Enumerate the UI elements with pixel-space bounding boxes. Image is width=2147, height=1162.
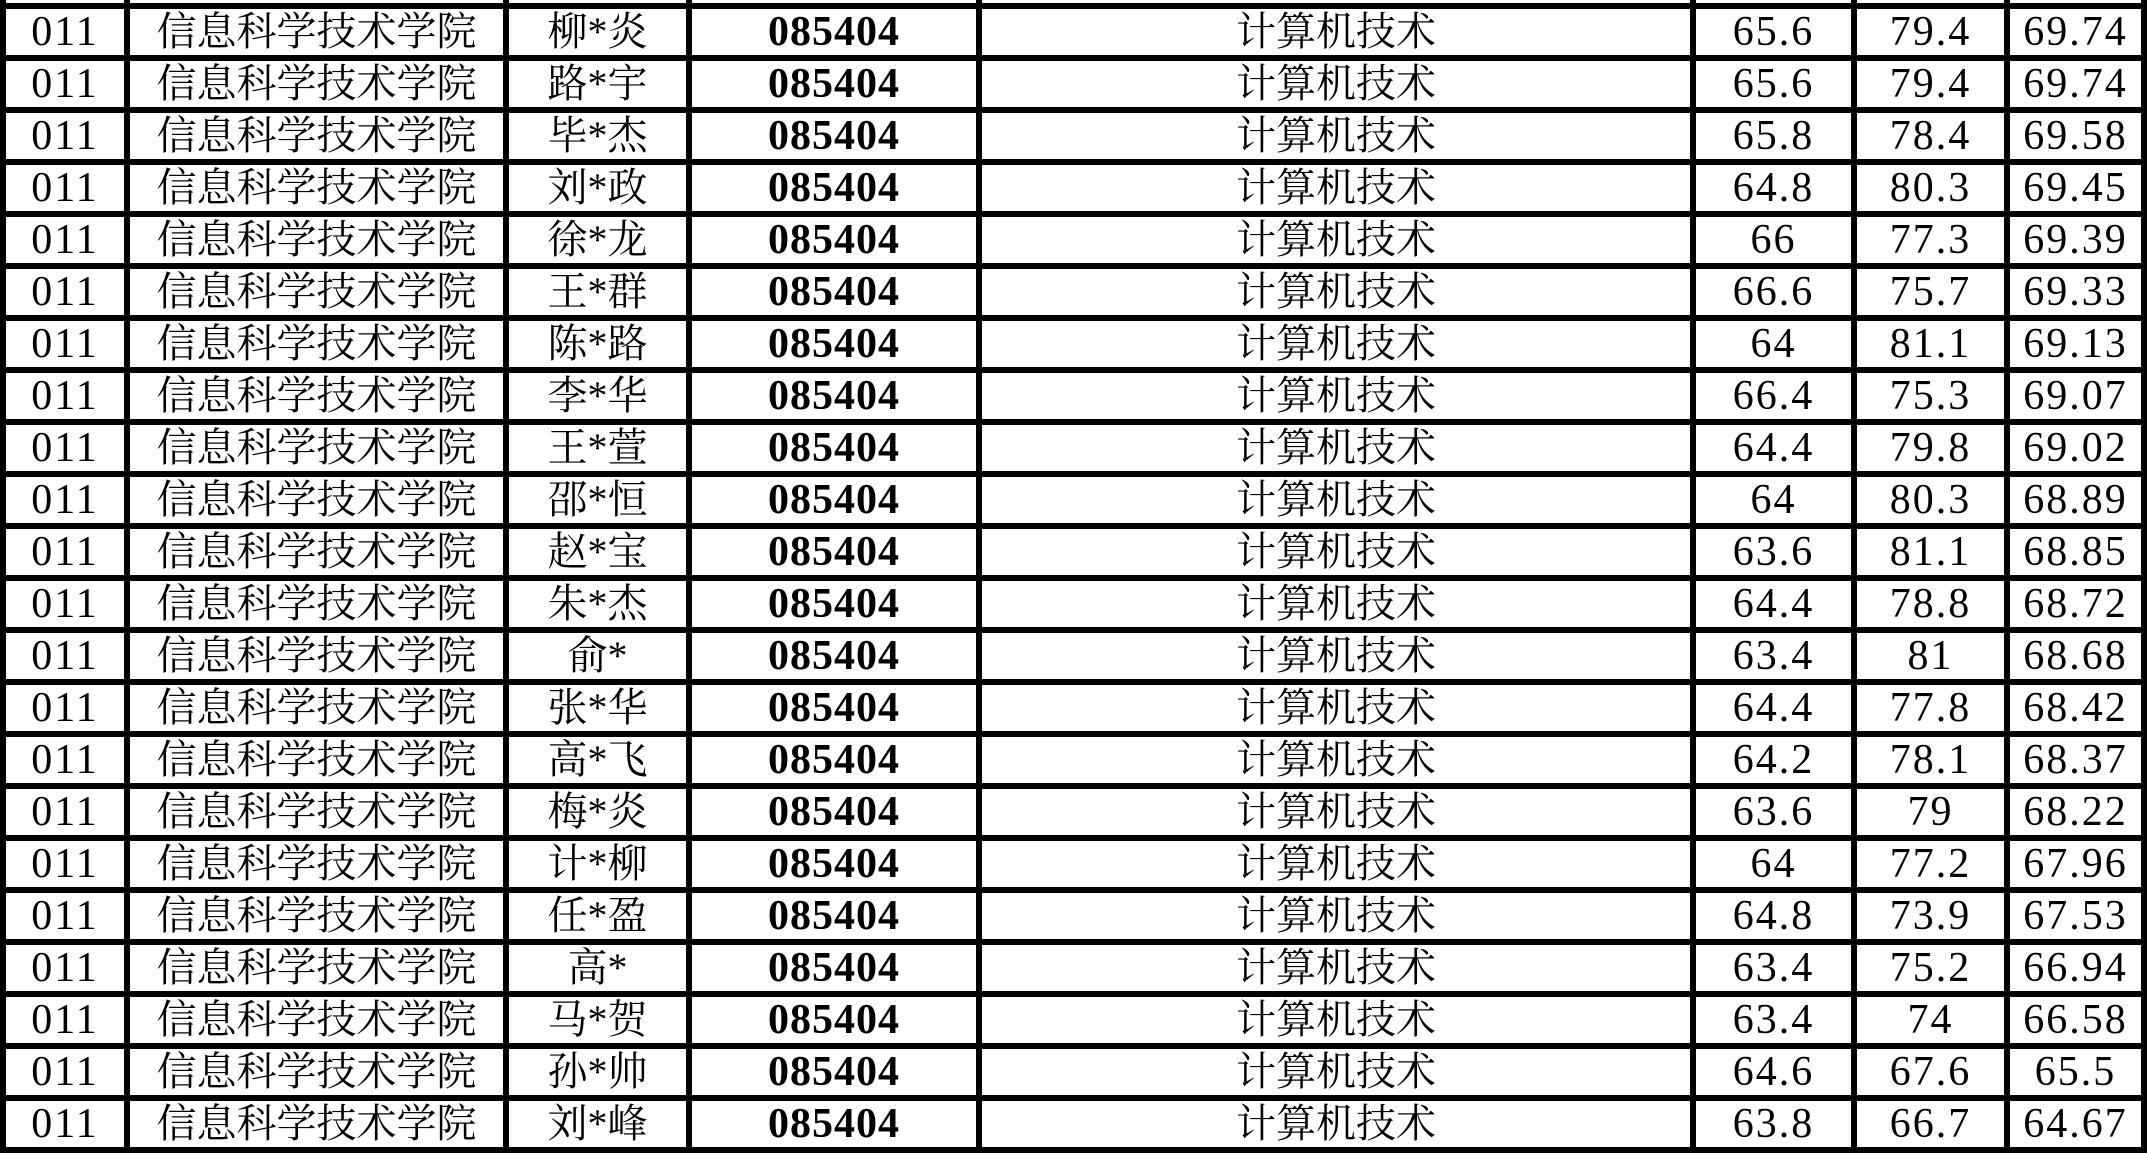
table-row — [6, 1101, 2141, 1147]
clipped-row-above — [6, 0, 2141, 3]
cell-score-3: 69.74 — [2010, 9, 2141, 55]
cell-major: 计算机技术 — [982, 113, 1690, 159]
cell-major: 计算机技术 — [982, 9, 1690, 55]
cell-major: 计算机技术 — [982, 61, 1690, 107]
cell-college: 信息科学技术学院 — [130, 633, 503, 679]
cell-score-2: 79 — [1857, 789, 2004, 835]
cell-student-name: 柳*炎 — [509, 9, 686, 55]
cell-college: 信息科学技术学院 — [130, 685, 503, 731]
clipped-cell — [1696, 0, 1851, 3]
cell-score-3: 68.68 — [2010, 633, 2141, 679]
table-row — [6, 425, 2141, 471]
cell-student-name: 李*华 — [509, 373, 686, 419]
cell-student-name: 梅*炎 — [509, 789, 686, 835]
cell-major: 计算机技术 — [982, 945, 1690, 991]
cell-dept-code: 011 — [6, 425, 124, 471]
cell-score-1: 66.6 — [1696, 269, 1851, 315]
cell-college: 信息科学技术学院 — [130, 1101, 503, 1147]
cell-score-2: 73.9 — [1857, 893, 2004, 939]
cell-major-code: 085404 — [692, 425, 976, 471]
cell-score-3: 66.58 — [2010, 997, 2141, 1043]
cell-college: 信息科学技术学院 — [130, 373, 503, 419]
cell-major: 计算机技术 — [982, 997, 1690, 1043]
cell-major: 计算机技术 — [982, 373, 1690, 419]
cell-major-code: 085404 — [692, 581, 976, 627]
table-row — [6, 269, 2141, 315]
cell-major: 计算机技术 — [982, 1049, 1690, 1095]
cell-major: 计算机技术 — [982, 269, 1690, 315]
cell-score-2: 77.3 — [1857, 217, 2004, 263]
cell-score-2: 78.1 — [1857, 737, 2004, 783]
cell-student-name: 高* — [509, 945, 686, 991]
cell-dept-code: 011 — [6, 9, 124, 55]
cell-major-code: 085404 — [692, 789, 976, 835]
cell-score-1: 64.2 — [1696, 737, 1851, 783]
table-row — [6, 477, 2141, 523]
cell-dept-code: 011 — [6, 737, 124, 783]
cell-student-name: 王*群 — [509, 269, 686, 315]
cell-score-3: 69.39 — [2010, 217, 2141, 263]
cell-score-2: 79.4 — [1857, 9, 2004, 55]
cell-major-code: 085404 — [692, 1101, 976, 1147]
cell-student-name: 任*盈 — [509, 893, 686, 939]
cell-score-1: 65.8 — [1696, 113, 1851, 159]
clipped-cell — [130, 0, 503, 3]
cell-major-code: 085404 — [692, 113, 976, 159]
cell-score-1: 63.4 — [1696, 633, 1851, 679]
cell-score-2: 75.7 — [1857, 269, 2004, 315]
cell-college: 信息科学技术学院 — [130, 737, 503, 783]
clipped-cell — [982, 0, 1690, 3]
cell-score-1: 63.6 — [1696, 789, 1851, 835]
cell-student-name: 朱*杰 — [509, 581, 686, 627]
cell-major-code: 085404 — [692, 61, 976, 107]
cell-score-2: 77.8 — [1857, 685, 2004, 731]
cell-score-1: 64.4 — [1696, 685, 1851, 731]
cell-major-code: 085404 — [692, 893, 976, 939]
cell-major-code: 085404 — [692, 477, 976, 523]
score-table-body — [6, 0, 2141, 1147]
cell-score-1: 64.6 — [1696, 1049, 1851, 1095]
cell-dept-code: 011 — [6, 1101, 124, 1147]
cell-score-3: 69.02 — [2010, 425, 2141, 471]
cell-student-name: 高*飞 — [509, 737, 686, 783]
cell-score-1: 64.8 — [1696, 893, 1851, 939]
cell-major: 计算机技术 — [982, 841, 1690, 887]
cell-student-name: 俞* — [509, 633, 686, 679]
cell-major-code: 085404 — [692, 633, 976, 679]
cell-dept-code: 011 — [6, 61, 124, 107]
cell-major-code: 085404 — [692, 945, 976, 991]
cell-score-1: 64 — [1696, 477, 1851, 523]
cell-dept-code: 011 — [6, 997, 124, 1043]
cell-major-code: 085404 — [692, 737, 976, 783]
cell-score-1: 64.8 — [1696, 165, 1851, 211]
cell-score-3: 68.72 — [2010, 581, 2141, 627]
cell-score-3: 69.74 — [2010, 61, 2141, 107]
table-row — [6, 321, 2141, 367]
cell-student-name: 孙*帅 — [509, 1049, 686, 1095]
table-row — [6, 61, 2141, 107]
cell-student-name: 王*萱 — [509, 425, 686, 471]
cell-student-name: 马*贺 — [509, 997, 686, 1043]
cell-dept-code: 011 — [6, 789, 124, 835]
cell-score-2: 81 — [1857, 633, 2004, 679]
cell-score-3: 65.5 — [2010, 1049, 2141, 1095]
cell-score-1: 65.6 — [1696, 9, 1851, 55]
cell-score-1: 66.4 — [1696, 373, 1851, 419]
cell-student-name: 邵*恒 — [509, 477, 686, 523]
cell-student-name: 刘*峰 — [509, 1101, 686, 1147]
clipped-cell — [509, 0, 686, 3]
cell-dept-code: 011 — [6, 685, 124, 731]
table-row — [6, 841, 2141, 887]
cell-college: 信息科学技术学院 — [130, 165, 503, 211]
cell-dept-code: 011 — [6, 945, 124, 991]
cell-major: 计算机技术 — [982, 321, 1690, 367]
cell-dept-code: 011 — [6, 217, 124, 263]
cell-score-3: 64.67 — [2010, 1101, 2141, 1147]
cell-score-1: 63.6 — [1696, 529, 1851, 575]
cell-score-1: 64.4 — [1696, 581, 1851, 627]
cell-major-code: 085404 — [692, 217, 976, 263]
cell-college: 信息科学技术学院 — [130, 321, 503, 367]
cell-college: 信息科学技术学院 — [130, 113, 503, 159]
cell-score-2: 81.1 — [1857, 529, 2004, 575]
cell-score-1: 66 — [1696, 217, 1851, 263]
cell-major: 计算机技术 — [982, 165, 1690, 211]
cell-score-3: 69.58 — [2010, 113, 2141, 159]
cell-student-name: 路*宇 — [509, 61, 686, 107]
cell-score-3: 68.85 — [2010, 529, 2141, 575]
cell-score-3: 69.13 — [2010, 321, 2141, 367]
cell-major-code: 085404 — [692, 1049, 976, 1095]
cell-college: 信息科学技术学院 — [130, 529, 503, 575]
table-row — [6, 945, 2141, 991]
cell-dept-code: 011 — [6, 477, 124, 523]
cell-major-code: 085404 — [692, 685, 976, 731]
cell-college: 信息科学技术学院 — [130, 581, 503, 627]
cell-dept-code: 011 — [6, 1049, 124, 1095]
cell-major-code: 085404 — [692, 529, 976, 575]
cell-score-2: 75.3 — [1857, 373, 2004, 419]
cell-major: 计算机技术 — [982, 581, 1690, 627]
cell-score-3: 68.89 — [2010, 477, 2141, 523]
table-row — [6, 893, 2141, 939]
cell-student-name: 刘*政 — [509, 165, 686, 211]
cell-score-2: 79.4 — [1857, 61, 2004, 107]
cell-college: 信息科学技术学院 — [130, 217, 503, 263]
cell-major: 计算机技术 — [982, 217, 1690, 263]
cell-major-code: 085404 — [692, 9, 976, 55]
table-row — [6, 165, 2141, 211]
cell-score-3: 66.94 — [2010, 945, 2141, 991]
cell-score-2: 77.2 — [1857, 841, 2004, 887]
cell-major: 计算机技术 — [982, 789, 1690, 835]
table-row — [6, 529, 2141, 575]
cell-score-2: 67.6 — [1857, 1049, 2004, 1095]
cell-score-3: 69.33 — [2010, 269, 2141, 315]
table-row — [6, 1049, 2141, 1095]
cell-college: 信息科学技术学院 — [130, 893, 503, 939]
cell-score-3: 67.53 — [2010, 893, 2141, 939]
cell-score-3: 67.96 — [2010, 841, 2141, 887]
cell-score-2: 80.3 — [1857, 477, 2004, 523]
table-row — [6, 373, 2141, 419]
cell-college: 信息科学技术学院 — [130, 1049, 503, 1095]
cell-score-2: 78.8 — [1857, 581, 2004, 627]
cell-score-2: 81.1 — [1857, 321, 2004, 367]
cell-score-1: 64.4 — [1696, 425, 1851, 471]
clipped-cell — [692, 0, 976, 3]
clipped-cell — [2010, 0, 2141, 3]
cell-score-2: 75.2 — [1857, 945, 2004, 991]
cell-major: 计算机技术 — [982, 477, 1690, 523]
cell-student-name: 张*华 — [509, 685, 686, 731]
cell-dept-code: 011 — [6, 113, 124, 159]
cell-college: 信息科学技术学院 — [130, 841, 503, 887]
cell-score-3: 68.37 — [2010, 737, 2141, 783]
cell-major: 计算机技术 — [982, 737, 1690, 783]
cell-dept-code: 011 — [6, 529, 124, 575]
cell-dept-code: 011 — [6, 893, 124, 939]
cell-college: 信息科学技术学院 — [130, 9, 503, 55]
table-row — [6, 997, 2141, 1043]
table-row — [6, 737, 2141, 783]
cell-score-1: 63.8 — [1696, 1101, 1851, 1147]
cell-college: 信息科学技术学院 — [130, 945, 503, 991]
cell-major: 计算机技术 — [982, 893, 1690, 939]
cell-college: 信息科学技术学院 — [130, 477, 503, 523]
cell-dept-code: 011 — [6, 373, 124, 419]
clipped-cell — [1857, 0, 2004, 3]
cell-student-name: 毕*杰 — [509, 113, 686, 159]
cell-dept-code: 011 — [6, 269, 124, 315]
cell-college: 信息科学技术学院 — [130, 789, 503, 835]
cell-dept-code: 011 — [6, 633, 124, 679]
table-row — [6, 633, 2141, 679]
cell-major-code: 085404 — [692, 269, 976, 315]
cell-major: 计算机技术 — [982, 685, 1690, 731]
table-row — [6, 217, 2141, 263]
cell-dept-code: 011 — [6, 165, 124, 211]
cell-college: 信息科学技术学院 — [130, 425, 503, 471]
cell-major: 计算机技术 — [982, 633, 1690, 679]
cell-major-code: 085404 — [692, 165, 976, 211]
cell-score-2: 79.8 — [1857, 425, 2004, 471]
cell-score-1: 64 — [1696, 321, 1851, 367]
cell-score-3: 68.22 — [2010, 789, 2141, 835]
cell-major: 计算机技术 — [982, 1101, 1690, 1147]
cell-student-name: 赵*宝 — [509, 529, 686, 575]
cell-student-name: 徐*龙 — [509, 217, 686, 263]
cell-score-3: 69.07 — [2010, 373, 2141, 419]
cell-student-name: 陈*路 — [509, 321, 686, 367]
cell-major: 计算机技术 — [982, 425, 1690, 471]
cell-major-code: 085404 — [692, 321, 976, 367]
clipped-cell — [6, 0, 124, 3]
cell-major-code: 085404 — [692, 841, 976, 887]
cell-score-3: 69.45 — [2010, 165, 2141, 211]
cell-dept-code: 011 — [6, 581, 124, 627]
cell-student-name: 计*柳 — [509, 841, 686, 887]
cell-score-1: 63.4 — [1696, 945, 1851, 991]
cell-dept-code: 011 — [6, 321, 124, 367]
table-row — [6, 113, 2141, 159]
table-row — [6, 685, 2141, 731]
cell-major: 计算机技术 — [982, 529, 1690, 575]
cell-score-1: 65.6 — [1696, 61, 1851, 107]
cell-score-3: 68.42 — [2010, 685, 2141, 731]
table-row — [6, 581, 2141, 627]
cell-major-code: 085404 — [692, 373, 976, 419]
cell-major-code: 085404 — [692, 997, 976, 1043]
cell-score-1: 63.4 — [1696, 997, 1851, 1043]
cell-score-2: 78.4 — [1857, 113, 2004, 159]
cell-college: 信息科学技术学院 — [130, 269, 503, 315]
table-row — [6, 789, 2141, 835]
cell-score-2: 74 — [1857, 997, 2004, 1043]
cell-score-2: 66.7 — [1857, 1101, 2004, 1147]
table-row — [6, 9, 2141, 55]
cell-score-2: 80.3 — [1857, 165, 2004, 211]
cell-dept-code: 011 — [6, 841, 124, 887]
cell-score-1: 64 — [1696, 841, 1851, 887]
cell-college: 信息科学技术学院 — [130, 61, 503, 107]
cell-college: 信息科学技术学院 — [130, 997, 503, 1043]
